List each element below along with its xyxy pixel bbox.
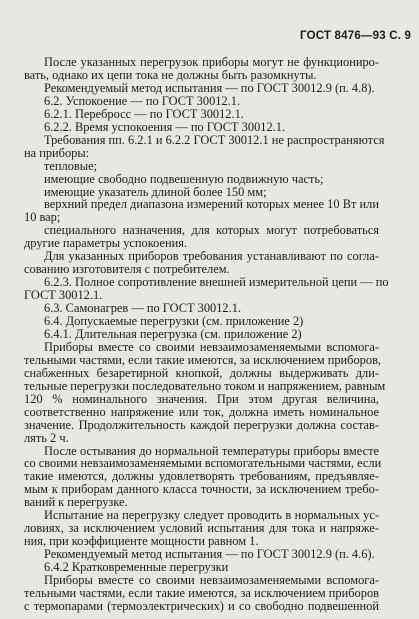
text-line: 6.3. Самонагрев — по ГОСТ 30012.1.: [44, 301, 242, 315]
running-header: ГОСТ 8476—93 С. 9: [300, 30, 412, 42]
text-line: снабженных безаретирной кнопкой, должны выдерживать дли-: [24, 366, 379, 380]
text-line: с термопарами (термоэлектрических) и со свободно подвешенной: [24, 599, 379, 613]
text-line: 6.4.2 Кратковременные перегрузки: [44, 560, 229, 574]
text-line: После остывания до нормальной температуры приборы вместе: [44, 444, 379, 458]
text-line: 120 % номинального значения. При этом другая величина,: [24, 392, 379, 406]
text-line: Рекомендуемый метод испытания — по ГОСТ 30012.9 (п. 4.8).: [44, 81, 375, 95]
text-line: ния, при коэффициенте мощности равном 1.: [24, 534, 259, 548]
text-line: со своими невзаимозаменяемыми вспомогательными частями, если: [24, 456, 382, 470]
text-line: тельными частями, если такие имеются, за исключением приборов,: [24, 353, 382, 367]
text-line: тельные перегрузки последовательно током и напряжением, равным: [24, 379, 386, 393]
text-line: имеющие свободно подвешенную подвижную часть;: [44, 172, 324, 186]
text-line: сованию изготовителя с потребителем.: [24, 262, 230, 276]
text-line: вать, однако их цепи тока не должны быть разомкнуты.: [24, 68, 317, 82]
text-line: такие имеются, должны удовлетворять требованиям, предъявляе-: [24, 469, 379, 483]
text-line: После указанных перегрузок приборы могут не функциониро-: [44, 55, 379, 69]
text-line: имеющие указатель длиной более 150 мм;: [44, 185, 267, 199]
text-line: 6.4. Допускаемые перегрузки (см. приложение 2): [44, 314, 304, 328]
text-line: Приборы вместе со своими невзаимозаменяемыми вспомога-: [44, 573, 379, 587]
text-line: лять 2 ч.: [24, 431, 69, 445]
text-line: тепловые;: [44, 159, 98, 173]
text-line: специального назначения, для которых могут потребоваться: [44, 223, 379, 237]
text-line: значение. Продолжительность каждой перегрузки должна состав-: [24, 418, 379, 432]
text-line: на приборы:: [24, 146, 90, 160]
text-line: Для указанных приборов требования устанавливают по согла-: [44, 249, 379, 263]
text-line: ГОСТ 30012.1.: [24, 288, 103, 302]
text-line: Требования пп. 6.2.1 и 6.2.2 ГОСТ 30012.1 не распространяются: [44, 133, 385, 147]
text-line: Испытание на перегрузку следует проводить в нормальных ус-: [44, 508, 379, 522]
text-line: тельными частями, если такие имеются, за исключением приборов: [24, 586, 379, 600]
text-line: Рекомендуемый метод испытания — по ГОСТ 30012.9 (п. 4.6).: [44, 547, 375, 561]
text-line: ваний к перегрузке.: [24, 495, 128, 509]
text-line: 6.2.2. Время успокоения — по ГОСТ 30012.1.: [44, 120, 286, 134]
text-line: верхний предел диапазона измерений которых менее 10 Вт или: [44, 197, 379, 211]
text-line: 6.2. Успокоение — по ГОСТ 30012.1.: [44, 94, 241, 108]
text-line: 6.4.1. Длительная перегрузка (см. приложение 2): [44, 327, 302, 341]
text-line: 6.2.3. Полное сопротивление внешней измерительной цепи — по: [44, 275, 389, 289]
text-line: соответственно напряжение или ток, должна иметь номинальное: [24, 405, 379, 419]
text-line: ловиях, за исключением условий испытания для тока и напряже-: [24, 521, 379, 535]
text-line: Приборы вместе со своими невзаимозаменяемыми вспомога-: [44, 340, 379, 354]
text-line: 6.2.1. Перебросс — по ГОСТ 30012.1.: [44, 107, 244, 121]
text-line: другие параметры успокоения.: [24, 236, 188, 250]
text-line: 10 вар;: [24, 210, 61, 224]
text-line: мым к приборам данного класса точности, за исключением требо-: [24, 482, 379, 496]
